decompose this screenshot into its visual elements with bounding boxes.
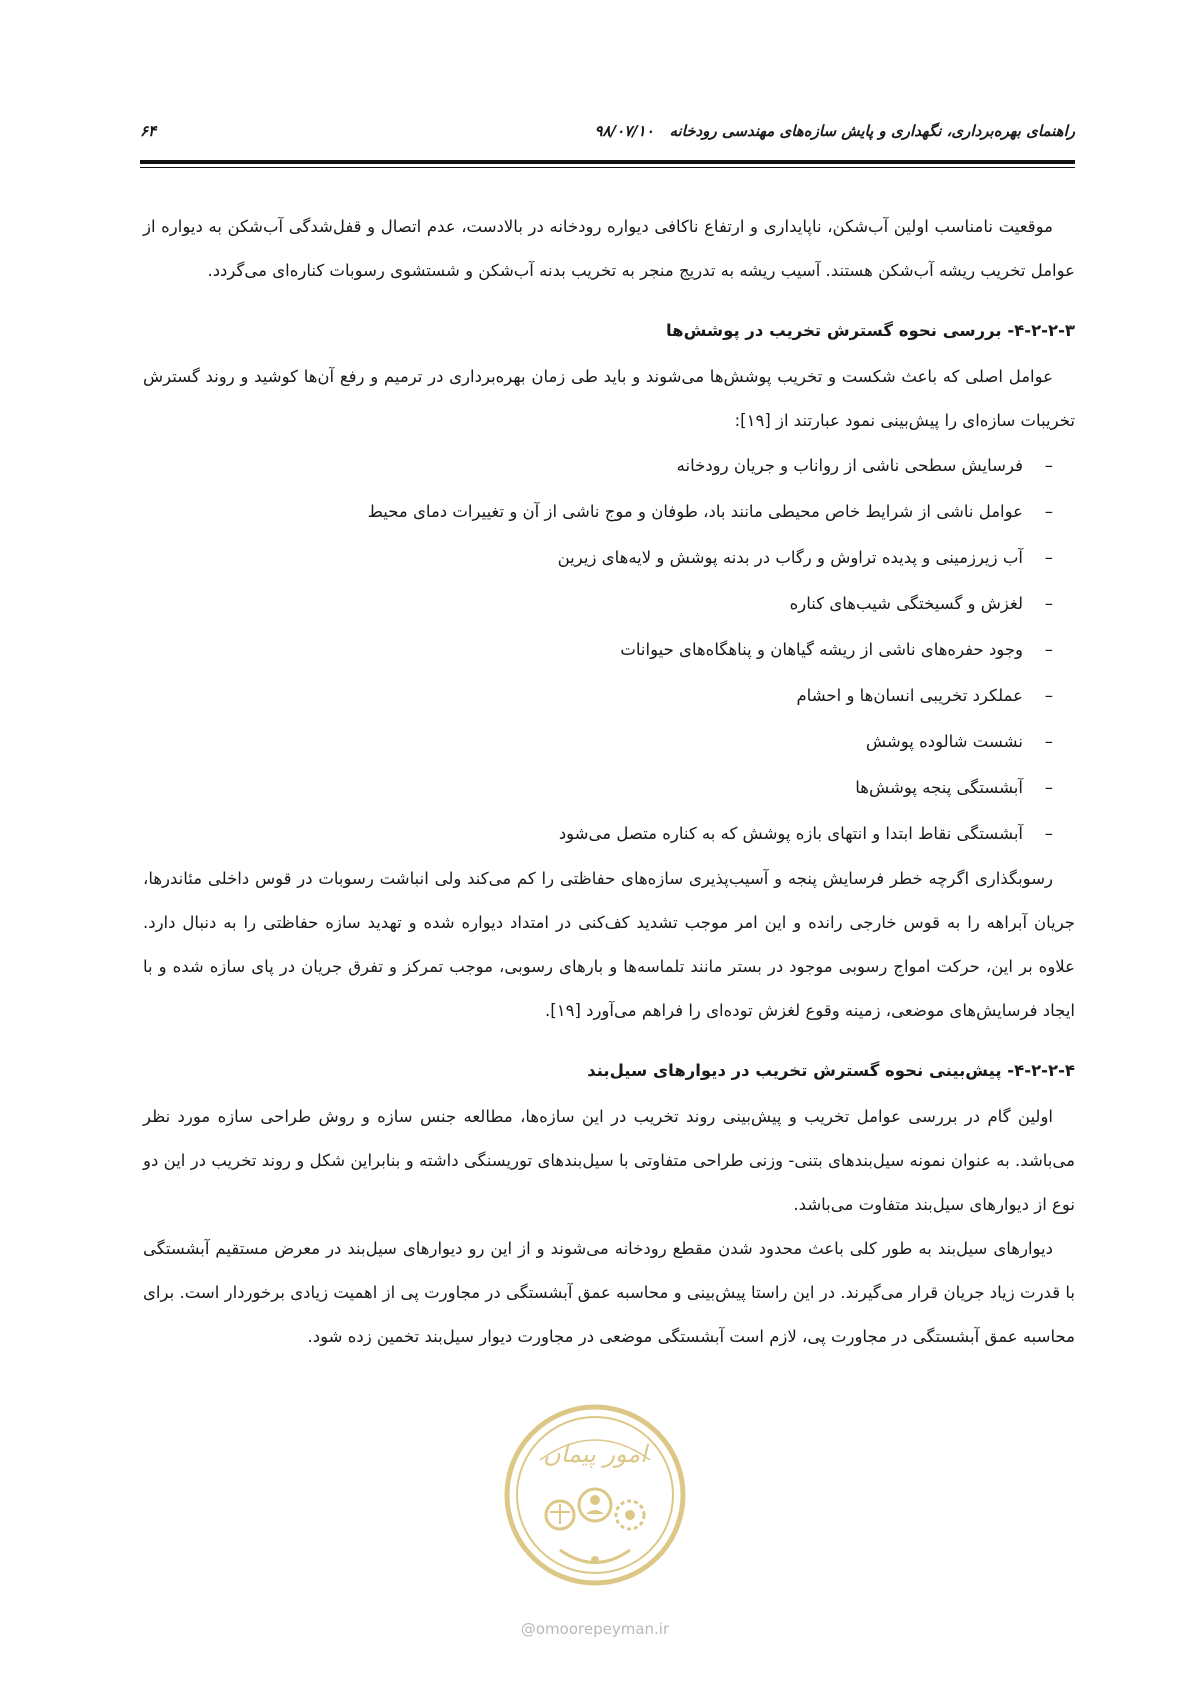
header-rule-thick [140, 160, 1075, 164]
watermark-stamp-icon [500, 1400, 690, 1590]
stamp-text: امور پیمان [543, 1440, 647, 1468]
header-rule-thin [140, 167, 1075, 168]
header-date: ۹۸/۰۷/۱۰ [594, 122, 654, 140]
list-item: – آب زیرزمینی و پدیده تراوش و رگاب در بدنه پوشش و لایه‌های زیرین [143, 535, 1053, 581]
section1-paragraph: عوامل اصلی که باعث شکست و تخریب پوشش‌ها می‌شوند و باید طی زمان بهره‌برداری در ترمیم و رفع آن‌ها کوشید و روند گسترش تخریبات سازه‌ای را پیش‌بینی نمود عبارتند از [۱۹]: [143, 367, 1075, 430]
section2-paragraph-2: دیوارهای سیل‌بند به طور کلی باعث محدود شدن مقطع رودخانه می‌شوند و از این رو دیوارهای سیل‌بند در معرض مستقیم آبشستگی با قدرت زیاد جریان قرار می‌گیرند. در این راستا پیش‌بینی و محاسبه عمق آبشستگی در مجاورت پی از اهمیت زیادی برخوردار است. برای محاسبه عمق آبشستگی در مجاورت پی، لازم است آبشستگی موضعی در مجاورت دیوار سیل‌بند تخمین زده شود. [143, 1239, 1075, 1346]
list-item: – نشست شالوده پوشش [143, 719, 1053, 765]
list-item: – آبشستگی نقاط ابتدا و انتهای بازه پوشش که به کناره متصل می‌شود [143, 811, 1053, 857]
watermark-url: @omoorepeyman.ir [520, 1620, 670, 1638]
header-title-line [595, 122, 1076, 140]
list-item: – عوامل ناشی از شرایط خاص محیطی مانند باد، طوفان و موج ناشی از آن و تغییرات دمای محیط [143, 489, 1053, 535]
section2-paragraph-1: اولین گام در بررسی عوامل تخریب و پیش‌بینی روند تخریب در این سازه‌ها، مطالعه جنس سازه و روش طراحی سازه مورد نظر می‌باشد. به عنوان نمونه سیل‌بندهای بتنی- وزنی طراحی متفاوتی با سیل‌بندهای توریسنگی داشته و بنابراین شکل و روند تخریب در این دو نوع از دیوارهای سیل‌بند متفاوت می‌باشد. [143, 1107, 1075, 1214]
header-title: راهنمای بهره‌برداری، نگهداری و پایش سازه‌های مهندسی رودخانه [669, 122, 1075, 140]
list-item: – آبشستگی پنجه پوشش‌ها [143, 765, 1053, 811]
list-item: – لغزش و گسیختگی شیب‌های کناره [143, 581, 1053, 627]
section1-closing-paragraph: رسوبگذاری اگرچه خطر فرسایش پنجه و آسیب‌پذیری سازه‌های حفاظتی را کم می‌کند ولی انباشت رسوبات در قوس داخلی مئاندرها، جریان آبراهه را به قوس خارجی رانده و این امر موجب تشدید کف‌کنی در امتداد دیواره شده و تهدید سازه حفاظتی را به دنبال دارد. علاوه بر این، حرکت امواج رسوبی موجود در بستر مانند تلماسه‌ها و بارهای رسوبی، موجب تمرکز و تفرق جریان در پای سازه شده و با ایجاد فرسایش‌های موضعی، زمینه وقوع لغزش توده‌ای را فراهم می‌آورد [۱۹]. [143, 869, 1075, 1020]
list-item: – عملکرد تخریبی انسان‌ها و احشام [143, 673, 1053, 719]
page-number: ۶۴ [140, 122, 157, 140]
list-item: – فرسایش سطحی ناشی از رواناب و جریان رودخانه [143, 443, 1053, 489]
page-content [143, 205, 1075, 1359]
intro-paragraph: موقعیت نامناسب اولین آب‌شکن، ناپایداری و ارتفاع ناکافی دیواره رودخانه در بالادست، عدم اتصال و قفل‌شدگی آب‌شکن به دیواره از عوامل تخریب ریشه آب‌شکن هستند. آسیب ریشه به تدریج منجر به تخریب بدنه آب‌شکن و شستشوی رسوبات کناره‌ای می‌گردد. [143, 217, 1075, 280]
list-item: – وجود حفره‌های ناشی از ریشه گیاهان و پناهگاه‌های حیوانات [143, 627, 1053, 673]
page-header [140, 118, 1075, 152]
damage-factors-list [143, 443, 1075, 857]
section-heading-coatings: ۴-۲-۲-۳- بررسی نحوه گسترش تخریب در پوشش‌ها [665, 321, 1075, 340]
section-heading-flood-walls: ۴-۲-۲-۴- پیش‌بینی نحوه گسترش تخریب در دیوارهای سیل‌بند [587, 1061, 1075, 1080]
